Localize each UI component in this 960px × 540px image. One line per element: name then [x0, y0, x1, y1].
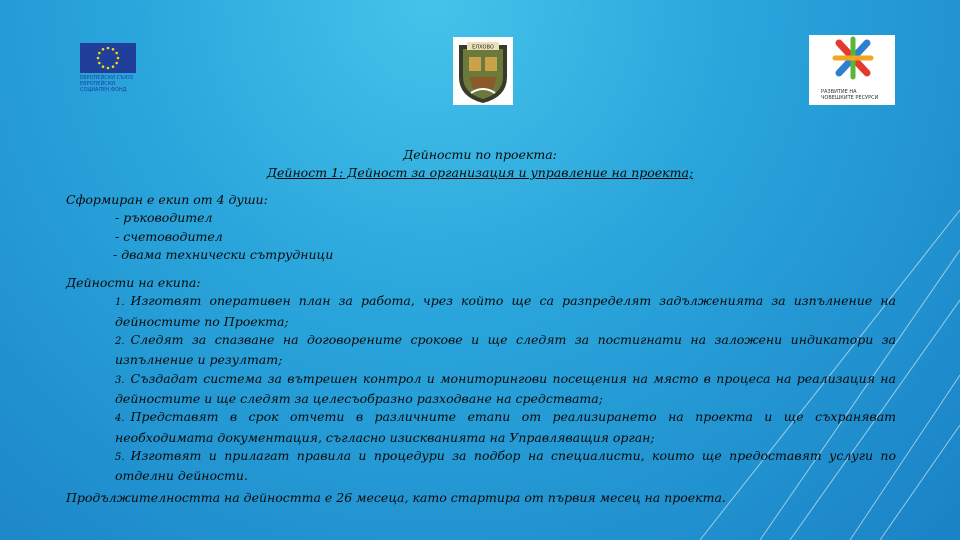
- program-logo-caption: РАЗВИТИЕ НА ЧОВЕШКИТЕ РЕСУРСИ: [821, 89, 879, 101]
- team-member: - ръководител: [115, 210, 213, 226]
- list-item: 4. Представят в срок отчети в различните етапи от реализирането на проекта и ще съхраняват необходимата документация, съгласно изискванията на Управляващия орган;: [115, 409, 896, 445]
- slide-content: [66, 191, 896, 508]
- activities-list: [115, 292, 896, 485]
- program-logo: [809, 35, 895, 105]
- team-member: - двама технически сътрудници: [113, 246, 334, 262]
- list-item: 1. Изготвят оперативен план за работа, чрез който ще са разпределят задълженията за изпълнение на дейностите по Проекта;: [115, 293, 896, 329]
- slide-titles: [0, 146, 960, 182]
- slide-title: Дейности по проекта:: [403, 147, 557, 162]
- slide-subtitle: Дейност 1: Дейност за организация и управление на проекта;: [266, 165, 694, 180]
- eu-logo-caption: ЕВРОПЕЙСКИ СЪЮЗ ЕВРОПЕЙСКИ СОЦИАЛЕН ФОНД: [80, 75, 133, 93]
- coat-of-arms-icon: [453, 37, 513, 105]
- duration-text: Продължителността на дейността е 26 месеца, като стартира от първия месец на проекта.: [66, 490, 726, 506]
- eu-flag-icon: [80, 43, 136, 73]
- municipality-seal: [453, 37, 513, 105]
- activities-heading: Дейности на екипа:: [66, 275, 201, 291]
- list-item: 5. Изготвят и прилагат правила и процедури за подбор на специалисти, които ще предоставят услуги по отделни дейности.: [115, 447, 896, 484]
- seal-caption: ЕЛХОВО: [472, 44, 494, 51]
- list-item: 2. Следят за спазване на договорените срокове и ще следят за постигнати на заложени индикатори за изпълнение и резултат;: [115, 332, 896, 368]
- team-intro: Сформиран е екип от 4 души:: [66, 192, 268, 207]
- list-item: 3. Създадат система за вътрешен контрол и мониторингови посещения на място в процеса на реализация на дейностите и ще следят за целесъобразно разходване на средствата;: [115, 370, 896, 406]
- star-x-icon: [809, 35, 895, 85]
- team-member: - счетоводител: [115, 228, 223, 244]
- eu-logo: [80, 43, 140, 103]
